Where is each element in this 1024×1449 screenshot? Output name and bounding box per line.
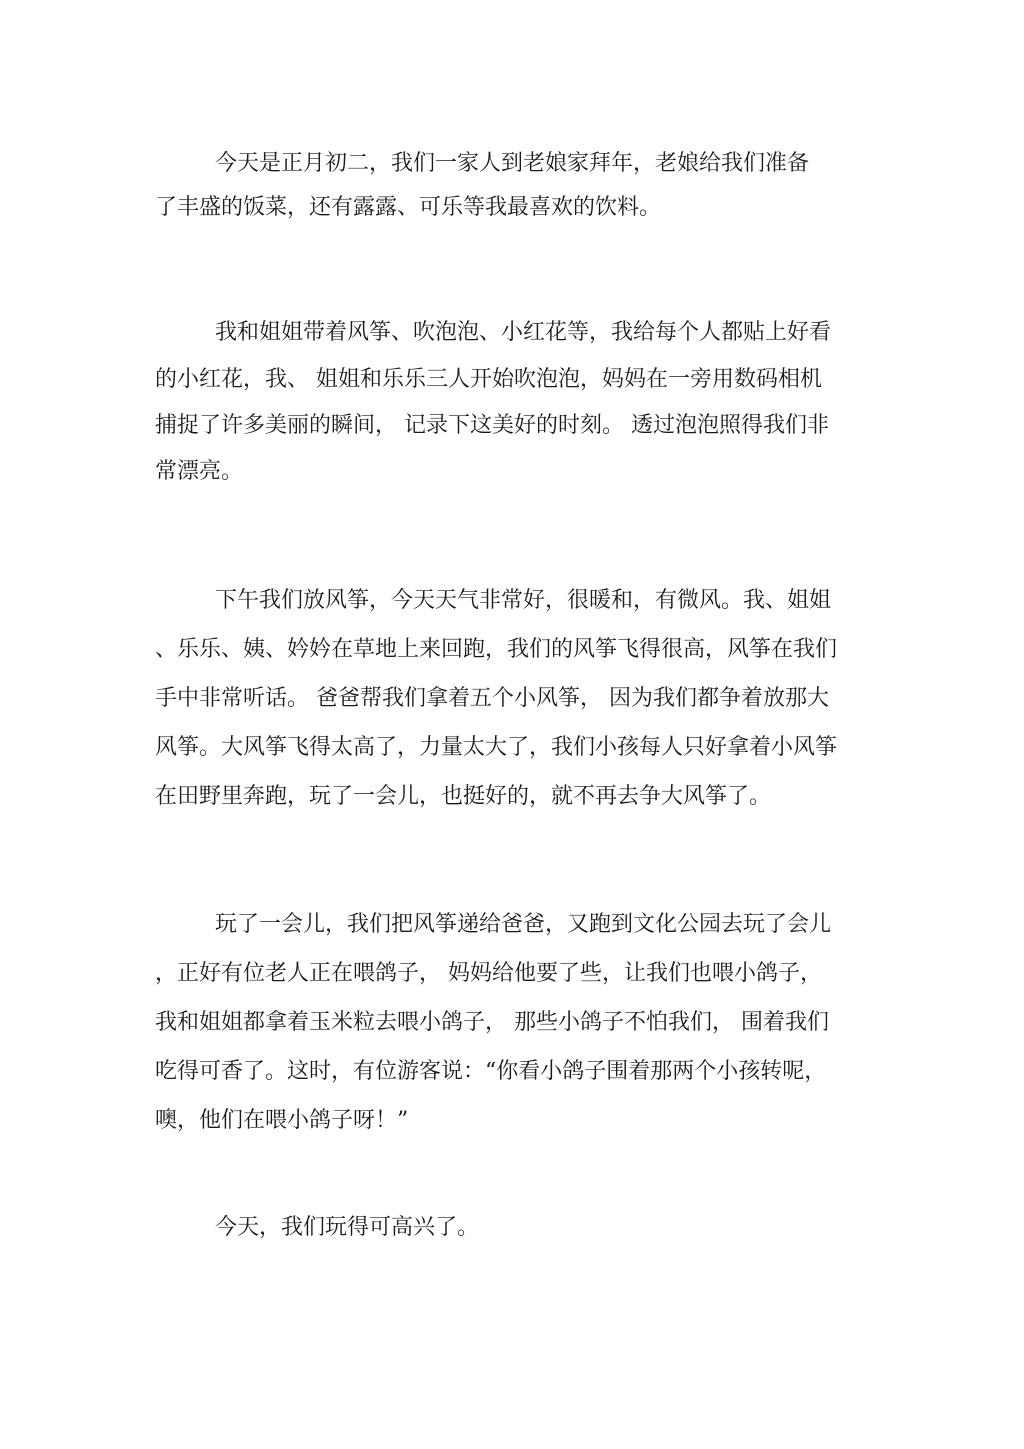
paragraph-5-line-1: 今天，我们玩得可高兴了。: [215, 1215, 480, 1240]
paragraph-2-line-4: 常漂亮。: [155, 459, 244, 484]
paragraph-3-line-2: 、乐乐、姨、妗妗在草地上来回跑，我们的风筝飞得很高，风筝在我们: [155, 637, 838, 662]
paragraph-3-line-1: 下午我们放风筝，今天天气非常好，很暖和，有微风。我、姐姐: [215, 588, 832, 613]
paragraph-4-line-3: 我和姐姐都拿着玉米粒去喂小鸽子， 那些小鸽子不怕我们， 围着我们: [155, 1010, 829, 1035]
paragraph-2-line-2: 的小红花，我、 姐姐和乐乐三人开始吹泡泡，妈妈在一旁用数码相机: [155, 367, 822, 392]
paragraph-4-line-1: 玩了一会儿，我们把风筝递给爸爸，又跑到文化公园去玩了会儿: [215, 912, 832, 937]
paragraph-3-line-4: 风筝。大风筝飞得太高了，力量太大了，我们小孩每人只好拿着小风筝: [155, 735, 838, 760]
paragraph-4-line-2: ，正好有位老人正在喂鸽子， 妈妈给他要了些，让我们也喂小鸽子，: [155, 961, 822, 986]
paragraph-2-line-1: 我和姐姐带着风筝、吹泡泡、小红花等，我给每个人都贴上好看: [215, 320, 832, 345]
paragraph-1-line-2: 了丰盛的饭菜，还有露露、可乐等我最喜欢的饮料。: [155, 195, 662, 220]
paragraph-4-line-4: 吃得可香了。这时，有位游客说：“你看小鸽子围着那两个小孩转呢，: [155, 1059, 827, 1084]
paragraph-3-line-3: 手中非常听话。 爸爸帮我们拿着五个小风筝， 因为我们都争着放那大: [155, 686, 829, 711]
paragraph-4-line-5: 噢，他们在喂小鸽子呀！”: [155, 1108, 409, 1133]
paragraph-2-line-3: 捕捉了许多美丽的瞬间， 记录下这美好的时刻。 透过泡泡照得我们非: [155, 413, 829, 438]
paragraph-1-line-1: 今天是正月初二，我们一家人到老娘家拜年，老娘给我们准备: [215, 151, 810, 176]
paragraph-3-line-5: 在田野里奔跑，玩了一会儿，也挺好的，就不再去争大风筝了。: [155, 784, 772, 809]
